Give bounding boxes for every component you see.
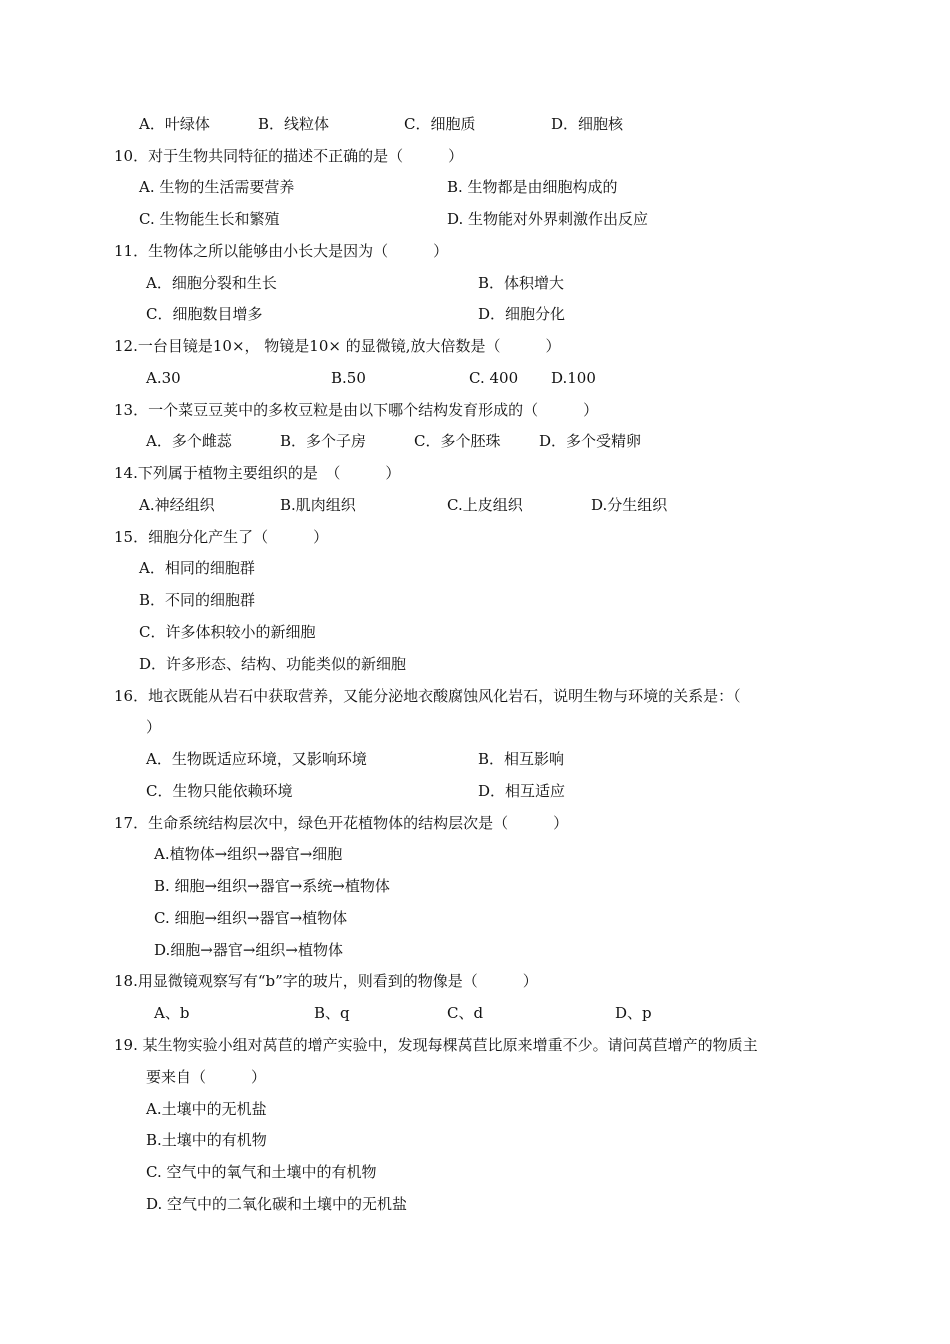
q19-option-c: C. 空气中的氧气和土壤中的有机物 (146, 1163, 377, 1181)
q15-stem: 15．细胞分化产生了（ ） (114, 528, 329, 546)
q13-option-c: C．多个胚珠 (414, 432, 501, 450)
q11-option-a: A．细胞分裂和生长 (146, 274, 277, 292)
q15-option-c: C．许多体积较小的新细胞 (139, 623, 316, 641)
q18-option-b: B、q (314, 1004, 350, 1022)
q13-stem: 13．一个菜豆豆荚中的多枚豆粒是由以下哪个结构发育形成的（ ） (114, 401, 599, 419)
q14-option-d: D.分生组织 (591, 496, 668, 514)
q11-stem: 11．生物体之所以能够由小长大是因为（ ） (114, 242, 449, 260)
q9-option-c: C．细胞质 (404, 115, 476, 133)
q18-option-c: C、d (447, 1004, 484, 1022)
q19-option-b: B.土壤中的有机物 (146, 1131, 267, 1149)
q10-option-b: B. 生物都是由细胞构成的 (447, 178, 618, 196)
q19-option-a: A.土壤中的无机盐 (146, 1100, 267, 1118)
q17-option-b: B. 细胞→组织→器官→系统→植物体 (154, 877, 390, 895)
q11-option-d: D．细胞分化 (478, 305, 566, 323)
q16-option-d: D．相互适应 (478, 782, 566, 800)
q15-option-a: A．相同的细胞群 (139, 559, 255, 577)
q10-option-a: A. 生物的生活需要营养 (139, 178, 295, 196)
q16-option-b: B．相互影响 (478, 750, 565, 768)
q19-option-d: D. 空气中的二氧化碳和土壤中的无机盐 (146, 1195, 408, 1213)
q12-stem: 12.一台目镜是10×， 物镜是10× 的显微镜,放大倍数是（ ） (114, 337, 561, 355)
q14-stem: 14.下列属于植物主要组织的是 （ ） (114, 464, 401, 482)
q16-option-a: A．生物既适应环境，又影响环境 (146, 750, 367, 768)
q14-option-b: B.肌肉组织 (280, 496, 356, 514)
q12-option-d: D.100 (551, 369, 596, 387)
q9-option-b: B．线粒体 (258, 115, 330, 133)
q17-stem: 17．生命系统结构层次中，绿色开花植物体的结构层次是（ ） (114, 814, 569, 832)
q14-option-a: A.神经组织 (139, 496, 215, 514)
q12-option-c: C. 400 (469, 369, 519, 387)
q16-stem-continuation: ） (146, 718, 162, 736)
q11-option-b: B．体积增大 (478, 274, 565, 292)
q17-option-d: D.细胞→器官→组织→植物体 (154, 941, 343, 959)
q18-stem: 18.用显微镜观察写有“b”字的玻片，则看到的物像是（ ） (114, 972, 538, 990)
q15-option-d: D．许多形态、结构、功能类似的新细胞 (139, 655, 407, 673)
q18-option-d: D、p (615, 1004, 652, 1022)
q12-option-a: A.30 (146, 369, 181, 387)
q10-option-d: D. 生物能对外界刺激作出反应 (447, 210, 649, 228)
q13-option-d: D．多个受精卵 (539, 432, 642, 450)
q19-stem-continuation: 要来自（ ） (146, 1068, 267, 1086)
q17-option-c: C. 细胞→组织→器官→植物体 (154, 909, 348, 927)
q15-option-b: B．不同的细胞群 (139, 591, 256, 609)
q13-option-a: A．多个雌蕊 (146, 432, 232, 450)
q16-option-c: C．生物只能依赖环境 (146, 782, 293, 800)
q11-option-c: C．细胞数目增多 (146, 305, 263, 323)
q9-option-d: D．细胞核 (551, 115, 624, 133)
q10-stem: 10．对于生物共同特征的描述不正确的是（ ） (114, 147, 464, 165)
q18-option-a: A、b (154, 1004, 190, 1022)
q19-stem: 19. 某生物实验小组对莴苣的增产实验中，发现每棵莴苣比原来增重不少。请问莴苣增产的物质主 (114, 1036, 758, 1054)
q16-stem: 16．地衣既能从岩石中获取营养，又能分泌地衣酸腐蚀风化岩石，说明生物与环境的关系是：（ (114, 687, 741, 705)
q17-option-a: A.植物体→组织→器官→细胞 (154, 845, 343, 863)
q10-option-c: C. 生物能生长和繁殖 (139, 210, 280, 228)
q14-option-c: C.上皮组织 (447, 496, 523, 514)
q12-option-b: B.50 (331, 369, 366, 387)
q13-option-b: B．多个子房 (280, 432, 367, 450)
q9-option-a: A．叶绿体 (139, 115, 210, 133)
